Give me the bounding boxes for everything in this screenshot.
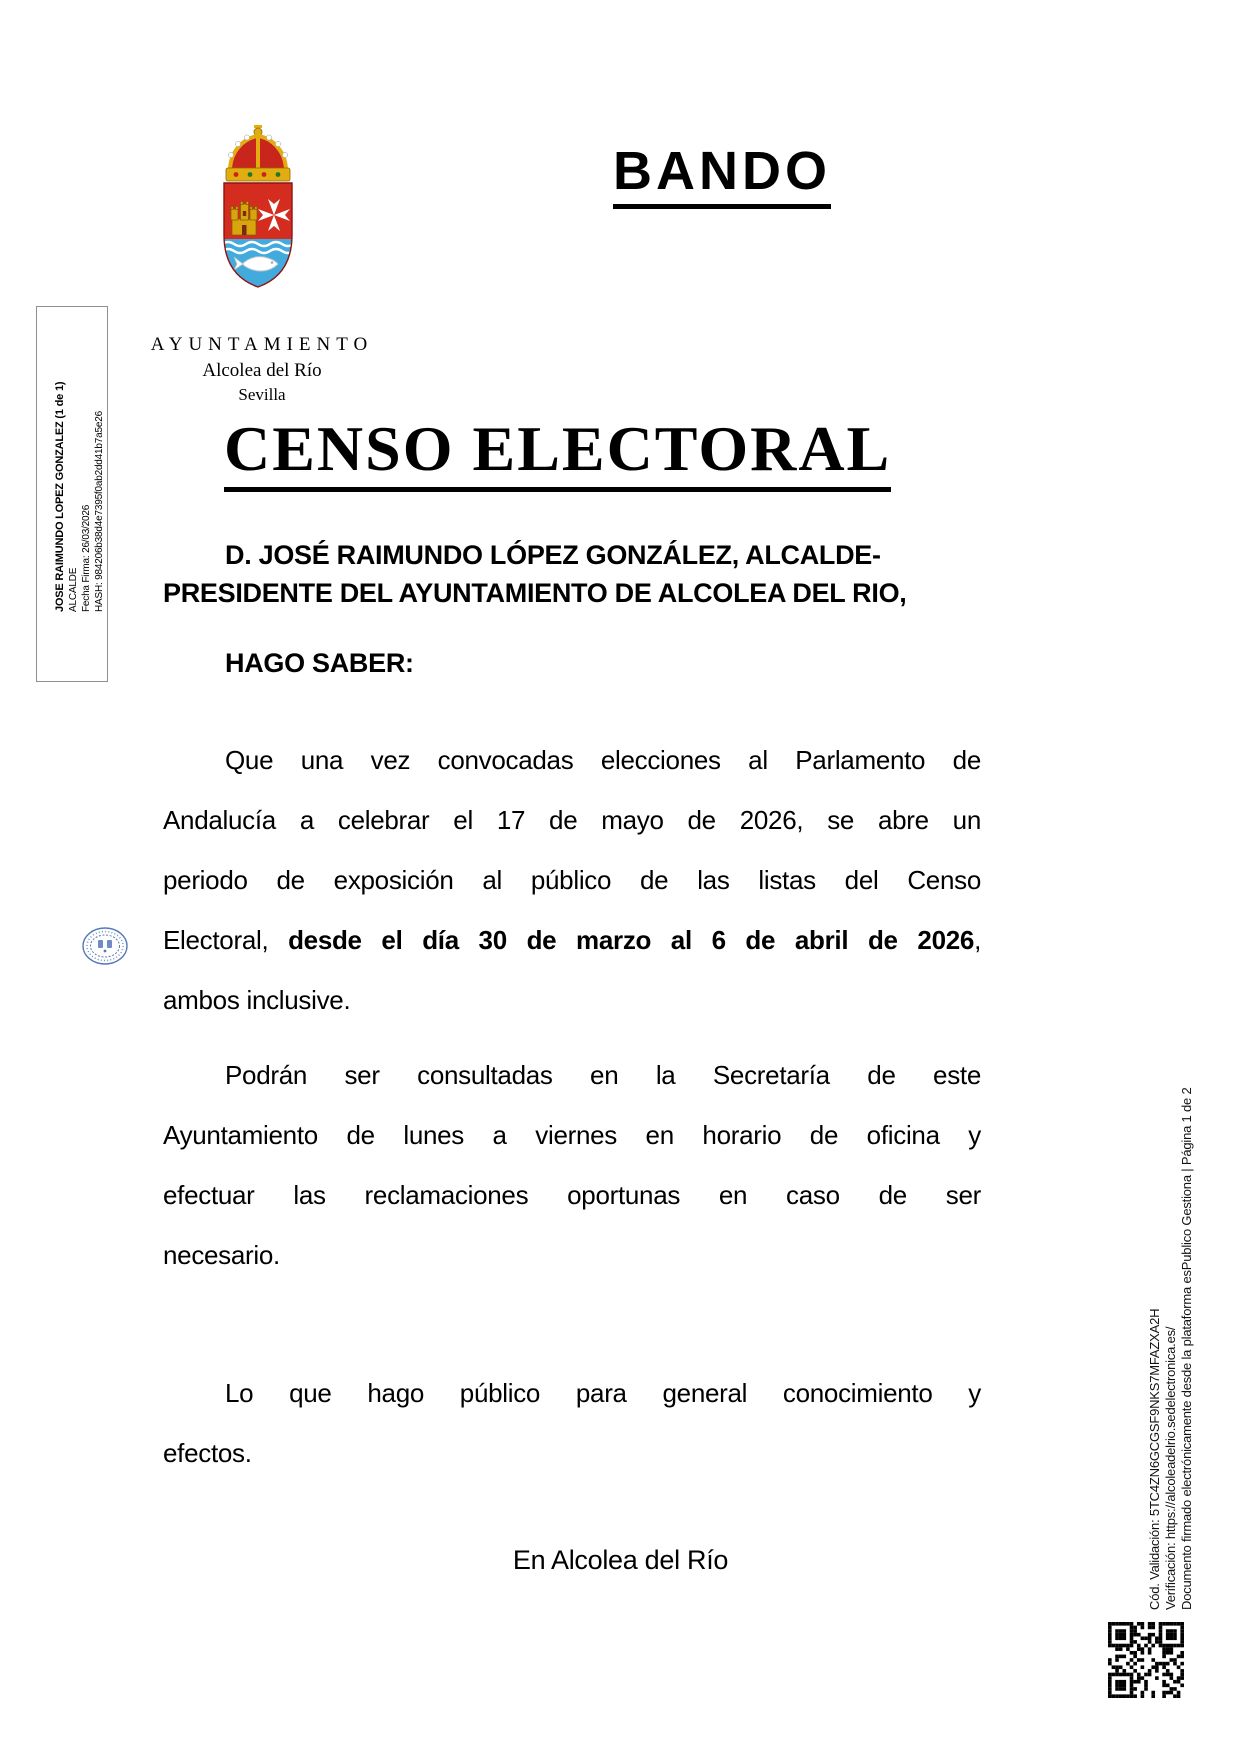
organisation-name: AYUNTAMIENTO (150, 334, 374, 355)
intro-line-1: D. JOSÉ RAIMUNDO LÓPEZ GONZÁLEZ, ALCALDE- (225, 540, 881, 570)
signature-hash: HASH: 984206b38d4e7395f0ab2dd41b7a5e26 (94, 411, 105, 612)
body-line: ambos inclusive. (163, 985, 351, 1015)
platform-note: Documento firmado electrónicamente desde la plataforma esPublico Gestiona | Página 1 de 2 (1179, 1087, 1194, 1610)
validation-code: Cód. Validación: 5TC4ZN6GCGSF9NKS7MFAZXA2H (1147, 1308, 1162, 1610)
province-name: Sevilla (238, 385, 286, 404)
paragraph (163, 1363, 981, 1483)
body-line: periodo de exposición al público de las listas del Censo (163, 865, 981, 895)
paragraph (163, 730, 981, 1030)
body-line: Electoral, desde el día 30 de marzo al 6 de abril de 2026, (163, 925, 981, 955)
signature-stamp-text (54, 312, 106, 612)
paragraph (163, 1045, 981, 1285)
validation-sidebar (1147, 948, 1195, 1610)
mayor-identification (163, 536, 981, 612)
body-line: efectuar las reclamaciones oportunas en caso de ser (163, 1180, 981, 1210)
body-paragraphs (163, 730, 981, 1483)
signer-name: JOSE RAIMUNDO LOPEZ GONZALEZ (1 de 1) (54, 381, 66, 612)
municipal-seal-icon (81, 925, 129, 967)
body-line: Lo que hago público para general conocimiento y (225, 1378, 981, 1408)
alcolea-del-rio-coat-of-arms-icon (212, 122, 304, 294)
main-title: CENSO ELECTORAL (224, 412, 891, 492)
municipality-name: Alcolea del Río (202, 360, 322, 381)
body-line: necesario. (163, 1240, 280, 1270)
verification-url: Verificación: https://alcoleadelrio.sedelectronica.es/ (1163, 1326, 1178, 1610)
organisation-block (146, 334, 378, 405)
signer-role: ALCALDE (68, 567, 79, 612)
body-line: Que una vez convocadas elecciones al Parlamento de (225, 745, 981, 775)
body-line: efectos. (163, 1438, 252, 1468)
signature-date: Fecha Firma: 26/03/2026 (81, 504, 92, 612)
body-line: Podrán ser consultadas en la Secretaría de este (225, 1060, 981, 1090)
intro-line-2: PRESIDENTE DEL AYUNTAMIENTO DE ALCOLEA DEL RIO, (163, 578, 907, 608)
body-line: Ayuntamiento de lunes a viernes en horario de oficina y (163, 1120, 981, 1150)
hago-saber-heading: HAGO SABER: (225, 648, 414, 678)
body-line: Andalucía a celebrar el 17 de mayo de 2026, se abre un (163, 805, 981, 835)
closing-place: En Alcolea del Río (512, 1545, 729, 1575)
qr-code-icon (1108, 1622, 1184, 1698)
bando-title: BANDO (613, 140, 831, 209)
